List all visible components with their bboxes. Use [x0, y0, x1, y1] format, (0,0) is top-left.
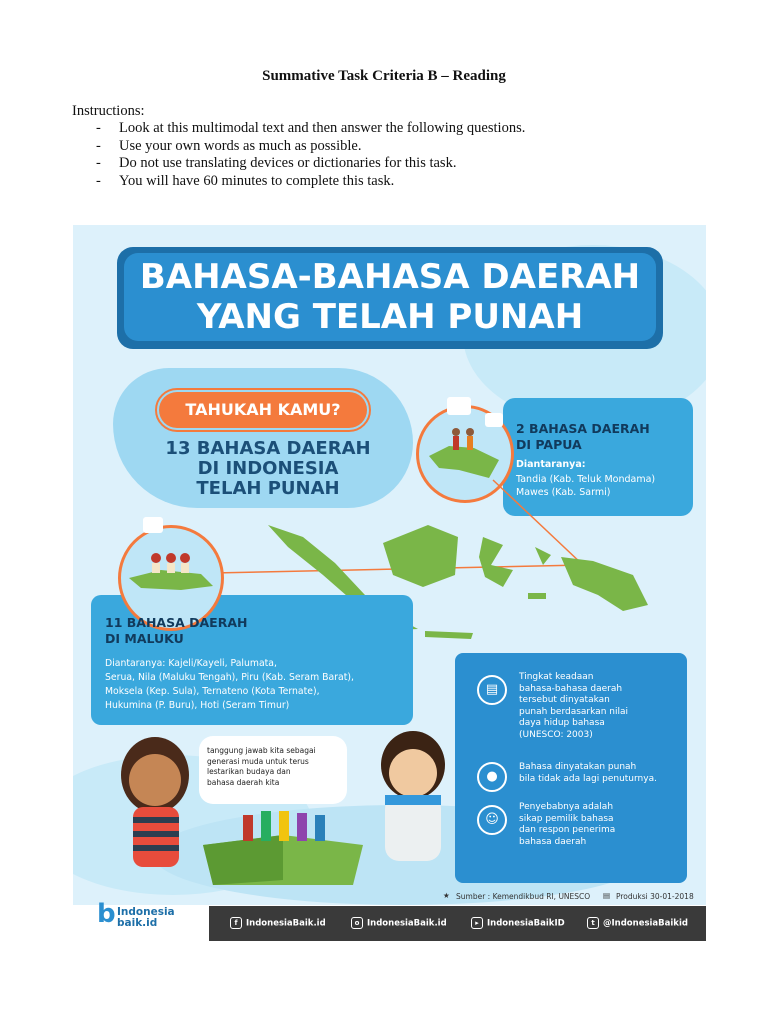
- speaking-icon: ●: [477, 762, 507, 792]
- fact-text: 13 BAHASA DAERAH DI INDONESIA TELAH PUNAH: [165, 438, 371, 499]
- instagram-icon: o: [351, 917, 363, 929]
- instruction-item: - Use your own words as much as possible.: [96, 137, 362, 154]
- source-text: Sumber : Kemendikbud RI, UNESCO: [456, 892, 591, 901]
- twitter-link[interactable]: t @IndonesiaBaikid: [587, 917, 688, 929]
- instruction-item: - Look at this multimodal text and then answer the following questions.: [96, 120, 526, 136]
- instagram-link[interactable]: o IndonesiaBaik.id: [351, 917, 447, 929]
- source-row: [73, 885, 706, 905]
- speech-icon: [141, 515, 171, 539]
- instructions-label: Instructions:: [72, 103, 145, 119]
- document-title: Summative Task Criteria B – Reading: [262, 68, 506, 84]
- instruction-item: - Do not use translating devices or dictionaries for this task.: [96, 155, 457, 171]
- question-pill: TAHUKAH KAMU?: [159, 392, 367, 428]
- papua-heading: 2 BAHASA DAERAH DI PAPUA: [516, 421, 650, 452]
- infographic-title: BAHASA-BAHASA DAERAH YANG TELAH PUNAH: [124, 253, 656, 341]
- logo-icon: b: [97, 899, 116, 929]
- infographic: [73, 225, 706, 941]
- star-icon: ★: [443, 891, 450, 900]
- instruction-item: - You will have 60 minutes to complete this task.: [96, 172, 395, 189]
- twitter-icon: t: [587, 917, 599, 929]
- people-icon: ☺: [477, 805, 507, 835]
- instructions-list: [96, 120, 525, 190]
- logo-text: Indonesia baik.id: [117, 906, 175, 929]
- maluku-island-icon: [121, 528, 221, 628]
- maluku-heading: 11 BAHASA DAERAH DI MALUKU: [105, 615, 248, 646]
- youtube-link[interactable]: ▸ IndonesiaBaikID: [471, 917, 565, 929]
- panel-item-1: Tingkat keadaan bahasa-bahasa daerah tersebut dinyatakan punah berdasarkan nilai daya hidup bahasa (UNESCO: 2003): [519, 672, 628, 740]
- papua-sub: Diantaranya:: [516, 459, 586, 470]
- speech-bubble: tanggung jawab kita sebagai generasi muda untuk terus lestarikan budaya dan bahasa daerah kita: [199, 736, 347, 804]
- panel-item-3: Penyebabnya adalah sikap pemilik bahasa dan respon penerima bahasa daerah: [519, 802, 616, 847]
- youtube-icon: ▸: [471, 917, 483, 929]
- maluku-items: Diantaranya: Kajeli/Kayeli, Palumata, Serua, Nila (Maluku Tengah), Piru (Kab. Seram Barat), Moksela (Kep. Sula), Ternateno (Kota Ternate), Hukumina (P. Buru), Hoti (Seram Timur): [105, 658, 354, 711]
- panel-item-2: Bahasa dinyatakan punah bila tidak ada lagi penuturnya.: [519, 762, 657, 784]
- calendar-icon: ▤: [603, 891, 611, 900]
- production-date: Produksi 30-01-2018: [616, 892, 694, 901]
- chat-icon: ▤: [477, 675, 507, 705]
- facebook-icon: f: [230, 917, 242, 929]
- papua-items: Tandia (Kab. Teluk Mondama) Mawes (Kab. Sarmi): [516, 474, 656, 498]
- facebook-link[interactable]: f IndonesiaBaik.id: [230, 917, 326, 929]
